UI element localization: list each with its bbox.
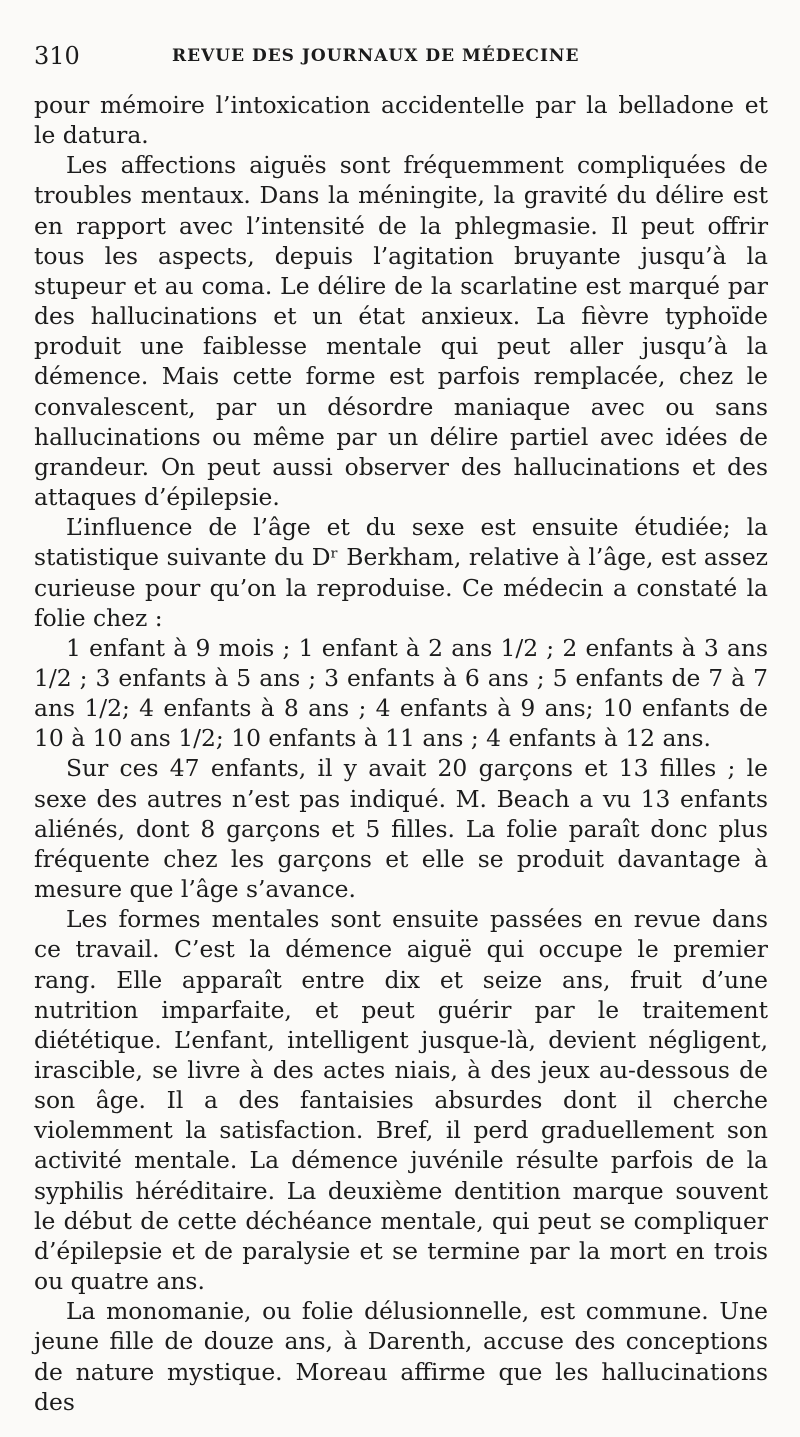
paragraph-continuation: pour mémoire l’intoxication accidentelle par la belladone et le datura. bbox=[34, 91, 768, 150]
page-header bbox=[34, 38, 768, 76]
running-title: REVUE DES JOURNAUX DE MÉDECINE bbox=[172, 46, 580, 66]
paragraph-age-sex-influence: L’influence de l’âge et du sexe est ensuite étudiée; la statistique suivante du Dʳ Berkham, relative à l’âge, est assez curieuse pour qu’on la reproduise. Ce médecin a constaté la folie chez : bbox=[34, 513, 768, 632]
paragraph-acute-affections: Les affections aiguës sont fréquemment compliquées de troubles mentaux. Dans la méningite, la gravité du délire est en rapport avec l’intensité de la phlegmasie. Il peut offrir tous les aspects, depuis l’agitation bruyante jusqu’à la stupeur et au coma. Le délire de la scarlatine est marqué par des hallucinations et un état anxieux. La fièvre typhoïde produit une faiblesse mentale qui peut aller jusqu’à la démence. Mais cette forme est parfois remplacée, chez le convalescent, par un désordre maniaque avec ou sans hallucinations ou même par un délire partiel avec idées de grandeur. On peut aussi observer des hallucinations et des attaques d’épilepsie. bbox=[34, 151, 768, 512]
paragraph-statistics: 1 enfant à 9 mois ; 1 enfant à 2 ans 1/2 ; 2 enfants à 3 ans 1/2 ; 3 enfants à 5 ans ; 3 enfants à 6 ans ; 5 enfants de 7 à 7 ans 1/2; 4 enfants à 8 ans ; 4 enfants à 9 ans; 10 enfants de 10 à 10 ans 1/2; 10 enfants à 11 ans ; 4 enfants à 12 ans. bbox=[34, 633, 768, 753]
body-text bbox=[34, 90, 768, 1417]
paragraph-children-count: Sur ces 47 enfants, il y avait 20 garçons et 13 filles ; le sexe des autres n’est pas indiqué. M. Beach a vu 13 enfants aliénés, dont 8 garçons et 5 filles. La folie paraît donc plus fréquente chez les garçons et elle se produit davantage à mesure que l’âge s’avance. bbox=[34, 754, 768, 904]
page-number: 310 bbox=[34, 42, 80, 70]
book-page bbox=[34, 38, 768, 1418]
paragraph-mental-forms: Les formes mentales sont ensuite passées en revue dans ce travail. C’est la démence aiguë qui occupe le premier rang. Elle apparaît entre dix et seize ans, fruit d’une nutrition imparfaite, et peut guérir par le traitement diététique. L’enfant, intelligent jusque-là, devient négligent, irascible, se livre à des actes niais, à des jeux au-dessous de son âge. Il a des fantaisies absurdes dont il cherche violemment la satisfaction. Bref, il perd graduellement son activité mentale. La démence juvénile résulte parfois de la syphilis héréditaire. La deuxième dentition marque souvent le début de cette déchéance mentale, qui peut se compliquer d’épilepsie et de paralysie et se termine par la mort en trois ou quatre ans. bbox=[34, 905, 768, 1296]
paragraph-monomania: La monomanie, ou folie délusionnelle, est commune. Une jeune fille de douze ans, à Darenth, accuse des conceptions de nature mystique. Moreau affirme que les hallucinations des bbox=[34, 1297, 768, 1416]
